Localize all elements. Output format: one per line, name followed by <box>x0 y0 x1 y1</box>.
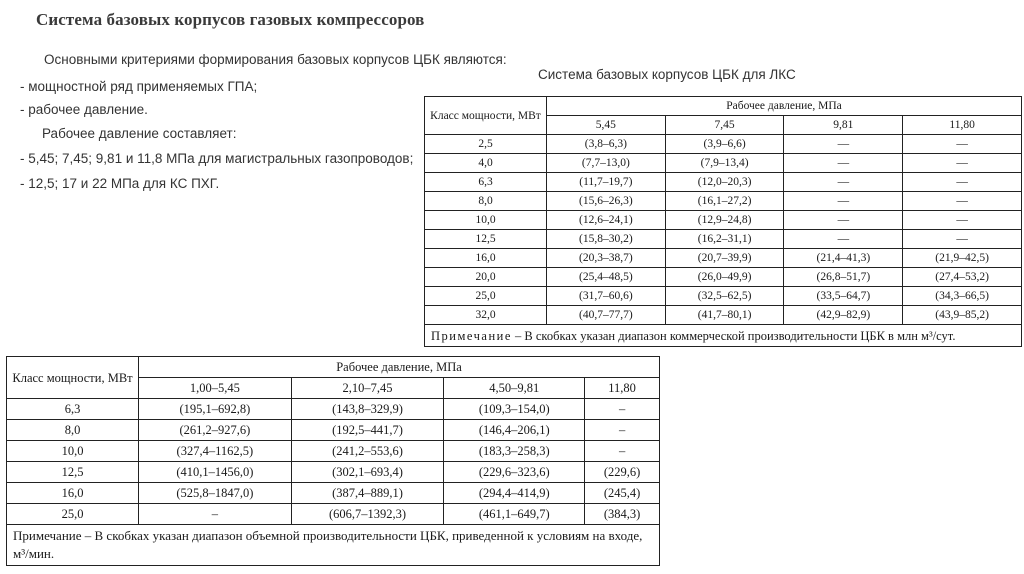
capacity-cell: — <box>903 230 1022 249</box>
capacity-cell: (20,3–38,7) <box>547 249 666 268</box>
pressure-item-storage: - 12,5; 17 и 22 МПа для КС ПХГ. <box>20 176 220 191</box>
capacity-cell: — <box>784 154 903 173</box>
table-row <box>7 441 660 462</box>
capacity-cell: (461,1–649,7) <box>444 504 585 525</box>
capacity-cell: (195,1–692,8) <box>139 399 292 420</box>
capacity-cell: (15,6–26,3) <box>547 192 666 211</box>
capacity-cell: (261,2–927,6) <box>139 420 292 441</box>
class-header: Класс мощности, МВт <box>7 357 139 399</box>
table-note: Примечание – В скобках указан диапазон объемной производительности ЦБК, приведенной к условиям на входе, м³/мин. <box>7 525 660 566</box>
capacity-cell: (11,7–19,7) <box>547 173 666 192</box>
power-class-cell: 16,0 <box>425 249 547 268</box>
capacity-cell: — <box>784 211 903 230</box>
power-class-cell: 25,0 <box>425 287 547 306</box>
capacity-cell: (12,0–20,3) <box>665 173 784 192</box>
capacity-cell: (20,7–39,9) <box>665 249 784 268</box>
criteria-item-power: - мощностной ряд применяемых ГПА; <box>20 79 258 94</box>
pressure-value: 11,80 <box>585 378 660 399</box>
capacity-cell: (34,3–66,5) <box>903 287 1022 306</box>
page-title: Система базовых корпусов газовых компрессоров <box>36 10 425 29</box>
capacity-cell: (16,1–27,2) <box>665 192 784 211</box>
criteria-item-pressure: - рабочее давление. <box>20 102 148 117</box>
capacity-cell: (12,6–24,1) <box>547 211 666 230</box>
capacity-cell: — <box>903 211 1022 230</box>
class-header: Класс мощности, МВт <box>425 97 547 135</box>
capacity-cell: (146,4–206,1) <box>444 420 585 441</box>
capacity-cell: (41,7–80,1) <box>665 306 784 325</box>
lks-table <box>424 96 1022 347</box>
table-row <box>425 287 1022 306</box>
table-note <box>425 325 1022 347</box>
capacity-cell: (229,6–323,6) <box>444 462 585 483</box>
lks-table-caption: Система базовых корпусов ЦБК для ЛКС <box>538 67 796 82</box>
capacity-cell: (192,5–441,7) <box>291 420 444 441</box>
capacity-cell: – <box>585 441 660 462</box>
table-row <box>425 211 1022 230</box>
capacity-cell: – <box>139 504 292 525</box>
capacity-cell: — <box>903 173 1022 192</box>
capacity-cell: (327,4–1162,5) <box>139 441 292 462</box>
power-class-cell: 25,0 <box>7 504 139 525</box>
capacity-cell: — <box>784 230 903 249</box>
power-class-cell: 10,0 <box>7 441 139 462</box>
capacity-cell: (27,4–53,2) <box>903 268 1022 287</box>
pressure-value: 5,45 <box>547 116 666 135</box>
capacity-cell: — <box>903 154 1022 173</box>
capacity-cell: (42,9–82,9) <box>784 306 903 325</box>
capacity-cell: (7,9–13,4) <box>665 154 784 173</box>
capacity-cell: (387,4–889,1) <box>291 483 444 504</box>
table-row <box>7 462 660 483</box>
table-row <box>425 154 1022 173</box>
pressure-value: 4,50–9,81 <box>444 378 585 399</box>
pressure-value: 2,10–7,45 <box>291 378 444 399</box>
capacity-cell: — <box>784 135 903 154</box>
volume-table <box>6 356 660 566</box>
capacity-cell: (21,4–41,3) <box>784 249 903 268</box>
pressure-header: Рабочее давление, МПа <box>139 357 660 378</box>
power-class-cell: 2,5 <box>425 135 547 154</box>
capacity-cell: (229,6) <box>585 462 660 483</box>
capacity-cell: (3,9–6,6) <box>665 135 784 154</box>
table-row <box>7 399 660 420</box>
capacity-cell: (525,8–1847,0) <box>139 483 292 504</box>
capacity-cell: – <box>585 399 660 420</box>
capacity-cell: (183,3–258,3) <box>444 441 585 462</box>
power-class-cell: 20,0 <box>425 268 547 287</box>
power-class-cell: 4,0 <box>425 154 547 173</box>
table-row <box>7 504 660 525</box>
note-label: Примечание <box>431 329 512 343</box>
power-class-cell: 6,3 <box>7 399 139 420</box>
table-row <box>7 420 660 441</box>
pressure-item-mainline: - 5,45; 7,45; 9,81 и 11,8 МПа для магистральных газопроводов; <box>20 151 414 166</box>
capacity-cell: (40,7–77,7) <box>547 306 666 325</box>
pressure-value: 11,80 <box>903 116 1022 135</box>
capacity-cell: (32,5–62,5) <box>665 287 784 306</box>
capacity-cell: (384,3) <box>585 504 660 525</box>
capacity-cell: (26,0–49,9) <box>665 268 784 287</box>
capacity-cell: (302,1–693,4) <box>291 462 444 483</box>
capacity-cell: (3,8–6,3) <box>547 135 666 154</box>
capacity-cell: (143,8–329,9) <box>291 399 444 420</box>
power-class-cell: 16,0 <box>7 483 139 504</box>
pressure-header: Рабочее давление, МПа <box>547 97 1022 116</box>
capacity-cell: — <box>903 192 1022 211</box>
capacity-cell: (15,8–30,2) <box>547 230 666 249</box>
table-row <box>425 249 1022 268</box>
table-row <box>425 268 1022 287</box>
table-row <box>425 306 1022 325</box>
capacity-cell: (7,7–13,0) <box>547 154 666 173</box>
table-row <box>425 135 1022 154</box>
table-row <box>425 173 1022 192</box>
pressure-heading: Рабочее давление составляет: <box>42 126 237 141</box>
capacity-cell: (294,4–414,9) <box>444 483 585 504</box>
table-row <box>425 192 1022 211</box>
capacity-cell: (31,7–60,6) <box>547 287 666 306</box>
capacity-cell: (33,5–64,7) <box>784 287 903 306</box>
capacity-cell: (410,1–1456,0) <box>139 462 292 483</box>
capacity-cell: (245,4) <box>585 483 660 504</box>
note-text: – В скобках указан диапазон коммерческой производительности ЦБК в млн м³/сут. <box>511 329 956 343</box>
power-class-cell: 12,5 <box>7 462 139 483</box>
criteria-text: Основными критериями формирования базовых корпусов ЦБК являются: <box>44 52 507 67</box>
power-class-cell: 32,0 <box>425 306 547 325</box>
capacity-cell: (109,3–154,0) <box>444 399 585 420</box>
pressure-value: 9,81 <box>784 116 903 135</box>
pressure-value: 7,45 <box>665 116 784 135</box>
capacity-cell: (12,9–24,8) <box>665 211 784 230</box>
capacity-cell: (26,8–51,7) <box>784 268 903 287</box>
capacity-cell: (606,7–1392,3) <box>291 504 444 525</box>
capacity-cell: (25,4–48,5) <box>547 268 666 287</box>
capacity-cell: — <box>784 192 903 211</box>
pressure-value: 1,00–5,45 <box>139 378 292 399</box>
power-class-cell: 6,3 <box>425 173 547 192</box>
capacity-cell: – <box>585 420 660 441</box>
capacity-cell: (241,2–553,6) <box>291 441 444 462</box>
capacity-cell: (43,9–85,2) <box>903 306 1022 325</box>
power-class-cell: 8,0 <box>425 192 547 211</box>
table-row <box>7 483 660 504</box>
capacity-cell: — <box>903 135 1022 154</box>
capacity-cell: (21,9–42,5) <box>903 249 1022 268</box>
capacity-cell: (16,2–31,1) <box>665 230 784 249</box>
power-class-cell: 8,0 <box>7 420 139 441</box>
capacity-cell: — <box>784 173 903 192</box>
table-row <box>425 230 1022 249</box>
power-class-cell: 12,5 <box>425 230 547 249</box>
power-class-cell: 10,0 <box>425 211 547 230</box>
